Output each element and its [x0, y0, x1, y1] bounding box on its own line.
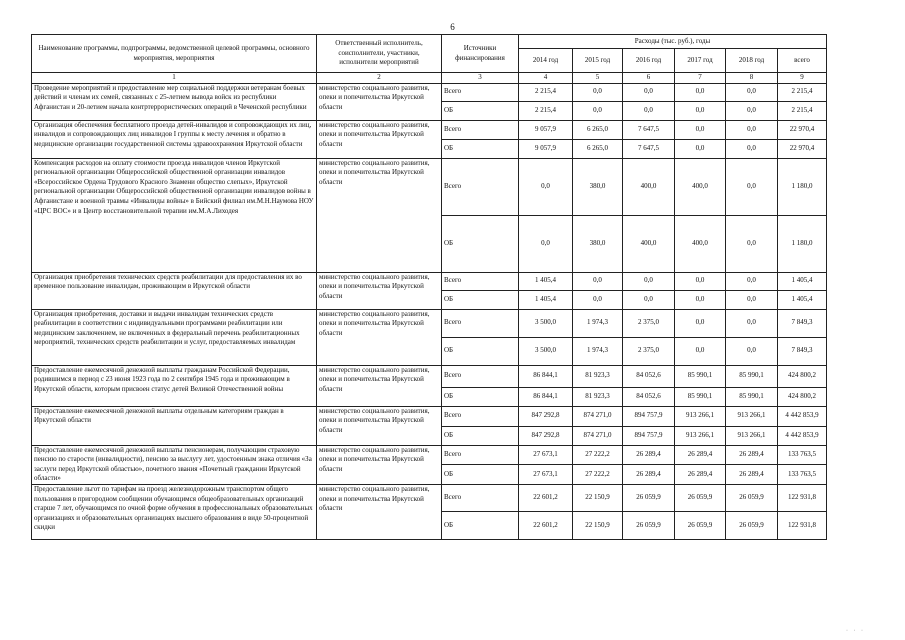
activity-executor: министерство социального развития, опеки и попечительства Иркутской области: [317, 445, 442, 484]
value-year: 26 289,4: [623, 445, 675, 464]
activity-name: Проведение мероприятий и предоставление мер социальной поддержки ветеранам боевых действий и членам их семей, связанных с 25-летием вывода войск из республики Афганистан и 20-летием начала контртеррористических операций в Чеченской республики: [32, 83, 317, 120]
funding-source: ОБ: [442, 464, 519, 484]
header-year: 2018 год: [726, 49, 778, 73]
column-number-row: [32, 73, 827, 84]
value-year: 27 673,1: [519, 464, 573, 484]
value-total: 1 180,0: [778, 215, 827, 272]
value-year: 9 057,9: [519, 139, 573, 158]
value-year: 0,0: [726, 337, 778, 365]
header-year: 2016 год: [623, 49, 675, 73]
funding-source: Всего: [442, 484, 519, 511]
value-year: 0,0: [726, 272, 778, 290]
value-year: 0,0: [573, 290, 623, 309]
col-number: 2: [317, 73, 442, 84]
value-year: 380,0: [573, 158, 623, 215]
col-number: 5: [573, 73, 623, 84]
funding-source: Всего: [442, 120, 519, 139]
activity-executor: министерство социального развития, опеки и попечительства Иркутской области: [317, 484, 442, 539]
page-number: 6: [450, 22, 455, 32]
header-expenses: Расходы (тыс. руб.), годы: [519, 35, 827, 49]
value-year: 2 375,0: [623, 337, 675, 365]
value-year: 26 289,4: [675, 445, 726, 464]
value-year: 3 500,0: [519, 309, 573, 337]
value-year: 86 844,1: [519, 365, 573, 387]
value-year: 847 292,8: [519, 426, 573, 445]
table-row: [32, 158, 827, 215]
funding-source: ОБ: [442, 215, 519, 272]
value-year: 913 266,1: [726, 426, 778, 445]
table-row: [32, 272, 827, 290]
value-total: 1 405,4: [778, 290, 827, 309]
value-year: 22 150,9: [573, 484, 623, 511]
value-total: 133 763,5: [778, 464, 827, 484]
value-year: 85 990,1: [675, 387, 726, 406]
value-year: 0,0: [675, 290, 726, 309]
value-total: 424 800,2: [778, 365, 827, 387]
value-year: 894 757,9: [623, 426, 675, 445]
funding-source: Всего: [442, 445, 519, 464]
table-row: [32, 484, 827, 511]
col-number: 3: [442, 73, 519, 84]
value-year: 81 923,3: [573, 387, 623, 406]
value-year: 26 289,4: [623, 464, 675, 484]
value-year: 26 059,9: [623, 511, 675, 539]
funding-source: Всего: [442, 83, 519, 101]
value-year: 84 052,6: [623, 365, 675, 387]
value-total: 122 931,8: [778, 511, 827, 539]
value-year: 0,0: [675, 139, 726, 158]
value-year: 26 059,9: [675, 484, 726, 511]
activity-name: Организация приобретения, доставки и выдачи инвалидам технических средств реабилитации в соответствии с индивидуальными программами реабилитации или медицинским заключением, не включенных в федеральный перечень реабилитационных мероприятий, технических средств реабилитации и услуг, предоставляемых инвалидам: [32, 309, 317, 365]
activity-executor: министерство социального развития, опеки и попечительства Иркутской области: [317, 272, 442, 309]
value-year: 7 647,5: [623, 139, 675, 158]
activity-executor: министерство социального развития, опеки и попечительства Иркутской области: [317, 309, 442, 365]
value-total: 22 970,4: [778, 120, 827, 139]
value-year: 26 289,4: [726, 445, 778, 464]
value-year: 0,0: [519, 158, 573, 215]
value-year: 400,0: [675, 158, 726, 215]
value-year: 380,0: [573, 215, 623, 272]
activity-name: Предоставление ежемесячной денежной выплаты пенсионерам, получающим страховую пенсию по старости (инвалидности), пенсию за выслугу лет, удостоенным знака отличия «За заслуги перед Иркутской областью», почетного звания «Почетный гражданин Иркутской области»: [32, 445, 317, 484]
value-total: 7 849,3: [778, 309, 827, 337]
value-year: 9 057,9: [519, 120, 573, 139]
activity-name: Предоставление ежемесячной денежной выплаты гражданам Российской Федерации, родившимся в период с 23 июня 1923 года по 2 сентября 1945 года и проживающим в Иркутской области, которым присвоен статус детей Великой Отечественной войны: [32, 365, 317, 406]
value-year: 1 405,4: [519, 290, 573, 309]
value-year: 0,0: [623, 272, 675, 290]
value-year: 874 271,0: [573, 406, 623, 426]
activity-executor: министерство социального развития, опеки и попечительства Иркутской области: [317, 365, 442, 406]
funding-source: Всего: [442, 365, 519, 387]
value-year: 0,0: [675, 309, 726, 337]
value-year: 847 292,8: [519, 406, 573, 426]
value-year: 0,0: [675, 120, 726, 139]
header-executor: Ответственный исполнитель, соисполнители, участники, исполнители мероприятий: [317, 35, 442, 73]
value-year: 26 059,9: [726, 511, 778, 539]
col-number: 7: [675, 73, 726, 84]
value-year: 22 150,9: [573, 511, 623, 539]
expenses-table: [31, 34, 827, 540]
value-year: 1 974,3: [573, 309, 623, 337]
funding-source: Всего: [442, 158, 519, 215]
funding-source: ОБ: [442, 139, 519, 158]
value-year: 22 601,2: [519, 484, 573, 511]
value-year: 913 266,1: [675, 426, 726, 445]
value-year: 6 265,0: [573, 139, 623, 158]
value-year: 86 844,1: [519, 387, 573, 406]
value-total: 122 931,8: [778, 484, 827, 511]
value-year: 84 052,6: [623, 387, 675, 406]
funding-source: ОБ: [442, 511, 519, 539]
value-year: 2 375,0: [623, 309, 675, 337]
activity-executor: министерство социального развития, опеки и попечительства Иркутской области: [317, 83, 442, 120]
funding-source: ОБ: [442, 101, 519, 120]
activity-executor: министерство социального развития, опеки и попечительства Иркутской области: [317, 406, 442, 445]
table-row: [32, 83, 827, 101]
table-row: [32, 365, 827, 387]
value-total: 22 970,4: [778, 139, 827, 158]
table-row: [32, 445, 827, 464]
value-year: 27 222,2: [573, 464, 623, 484]
value-year: 400,0: [623, 215, 675, 272]
value-total: 133 763,5: [778, 445, 827, 464]
value-year: 0,0: [675, 337, 726, 365]
header-sources: Источники финансирования: [442, 35, 519, 73]
value-year: 26 289,4: [675, 464, 726, 484]
value-year: 26 289,4: [726, 464, 778, 484]
table-row: [32, 120, 827, 139]
col-number: 6: [623, 73, 675, 84]
value-year: 22 601,2: [519, 511, 573, 539]
value-year: 27 673,1: [519, 445, 573, 464]
value-year: 1 974,3: [573, 337, 623, 365]
value-year: 0,0: [726, 139, 778, 158]
value-year: 913 266,1: [726, 406, 778, 426]
value-total: 7 849,3: [778, 337, 827, 365]
value-year: 0,0: [675, 272, 726, 290]
header-year: 2015 год: [573, 49, 623, 73]
value-year: 400,0: [675, 215, 726, 272]
value-year: 0,0: [623, 83, 675, 101]
value-year: 0,0: [726, 101, 778, 120]
value-year: 0,0: [519, 215, 573, 272]
col-number: 9: [778, 73, 827, 84]
value-year: 0,0: [675, 101, 726, 120]
funding-source: ОБ: [442, 387, 519, 406]
funding-source: ОБ: [442, 337, 519, 365]
value-year: 85 990,1: [726, 365, 778, 387]
value-total: 1 405,4: [778, 272, 827, 290]
value-year: 26 059,9: [726, 484, 778, 511]
value-year: 85 990,1: [726, 387, 778, 406]
header-year: 2017 год: [675, 49, 726, 73]
col-number: 8: [726, 73, 778, 84]
value-year: 0,0: [726, 215, 778, 272]
value-total: 4 442 853,9: [778, 406, 827, 426]
value-year: 26 059,9: [675, 511, 726, 539]
value-total: 2 215,4: [778, 83, 827, 101]
activity-name: Предоставление льгот по тарифам на проезд железнодорожным транспортом общего пользования в пригородном сообщении обучающимся общеобразовательных организаций старше 7 лет, обучающимся по очной форме обучения в профессиональных образовательных организациях и образовательных организациях высшего образования в виде 50-процентной скидки: [32, 484, 317, 539]
header-name: Наименование программы, подпрограммы, ведомственной целевой программы, основного мероприятия, мероприятия: [32, 35, 317, 73]
funding-source: Всего: [442, 309, 519, 337]
col-number: 4: [519, 73, 573, 84]
value-year: 0,0: [726, 290, 778, 309]
col-number: 1: [32, 73, 317, 84]
value-year: 0,0: [623, 290, 675, 309]
header-total: всего: [778, 49, 827, 73]
value-year: 0,0: [726, 120, 778, 139]
value-year: 0,0: [675, 83, 726, 101]
value-total: 1 180,0: [778, 158, 827, 215]
value-year: 0,0: [726, 83, 778, 101]
activity-name: Организация приобретения технических средств реабилитации для предоставления их во временное пользование инвалидам, проживающим в Иркутской области: [32, 272, 317, 309]
value-year: 7 647,5: [623, 120, 675, 139]
value-year: 2 215,4: [519, 101, 573, 120]
value-year: 0,0: [573, 83, 623, 101]
activity-executor: министерство социального развития, опеки и попечительства Иркутской области: [317, 120, 442, 158]
value-year: 1 405,4: [519, 272, 573, 290]
value-year: 0,0: [726, 309, 778, 337]
value-year: 85 990,1: [675, 365, 726, 387]
value-year: 81 923,3: [573, 365, 623, 387]
value-year: 3 500,0: [519, 337, 573, 365]
activity-name: Организация обеспечения бесплатного проезда детей-инвалидов и сопровождающих их лиц, инвалидов и сопровождающих лиц инвалидов I группы к месту лечения и обратно в медицинские организации государственной системы здравоохранения Иркутской области: [32, 120, 317, 158]
value-total: 2 215,4: [778, 101, 827, 120]
header-year: 2014 год: [519, 49, 573, 73]
value-year: 0,0: [573, 272, 623, 290]
value-year: 27 222,2: [573, 445, 623, 464]
value-year: 913 266,1: [675, 406, 726, 426]
value-year: 26 059,9: [623, 484, 675, 511]
funding-source: Всего: [442, 272, 519, 290]
activity-name: Предоставление ежемесячной денежной выплаты отдельным категориям граждан в Иркутской области: [32, 406, 317, 445]
activity-executor: министерство социального развития, опеки и попечительства Иркутской области: [317, 158, 442, 272]
table-row: [32, 406, 827, 426]
value-year: 400,0: [623, 158, 675, 215]
value-year: 894 757,9: [623, 406, 675, 426]
value-year: 0,0: [573, 101, 623, 120]
activity-name: Компенсация расходов на оплату стоимости проезда инвалидов членов Иркутской региональной организации Общероссийской общественной организации инвалидов «Всероссийское Ордена Трудового Красного Знамени общество слепых», Иркутской региональной организации Общероссийской общественной организации инвалидов войны в Афганистане и военной травмы «Инвалиды войны» в Бийский филиал им.М.Н.Наумова НОУ «ЦРС ВОС» и в Центр восстановительной терапии им.М.А.Лиходея: [32, 158, 317, 272]
funding-source: Всего: [442, 406, 519, 426]
value-year: 874 271,0: [573, 426, 623, 445]
value-year: 2 215,4: [519, 83, 573, 101]
scan-artifact: · · ·: [846, 628, 865, 634]
value-year: 0,0: [726, 158, 778, 215]
value-year: 0,0: [623, 101, 675, 120]
table-row: [32, 309, 827, 337]
funding-source: ОБ: [442, 290, 519, 309]
funding-source: ОБ: [442, 426, 519, 445]
value-total: 4 442 853,9: [778, 426, 827, 445]
value-year: 6 265,0: [573, 120, 623, 139]
value-total: 424 800,2: [778, 387, 827, 406]
